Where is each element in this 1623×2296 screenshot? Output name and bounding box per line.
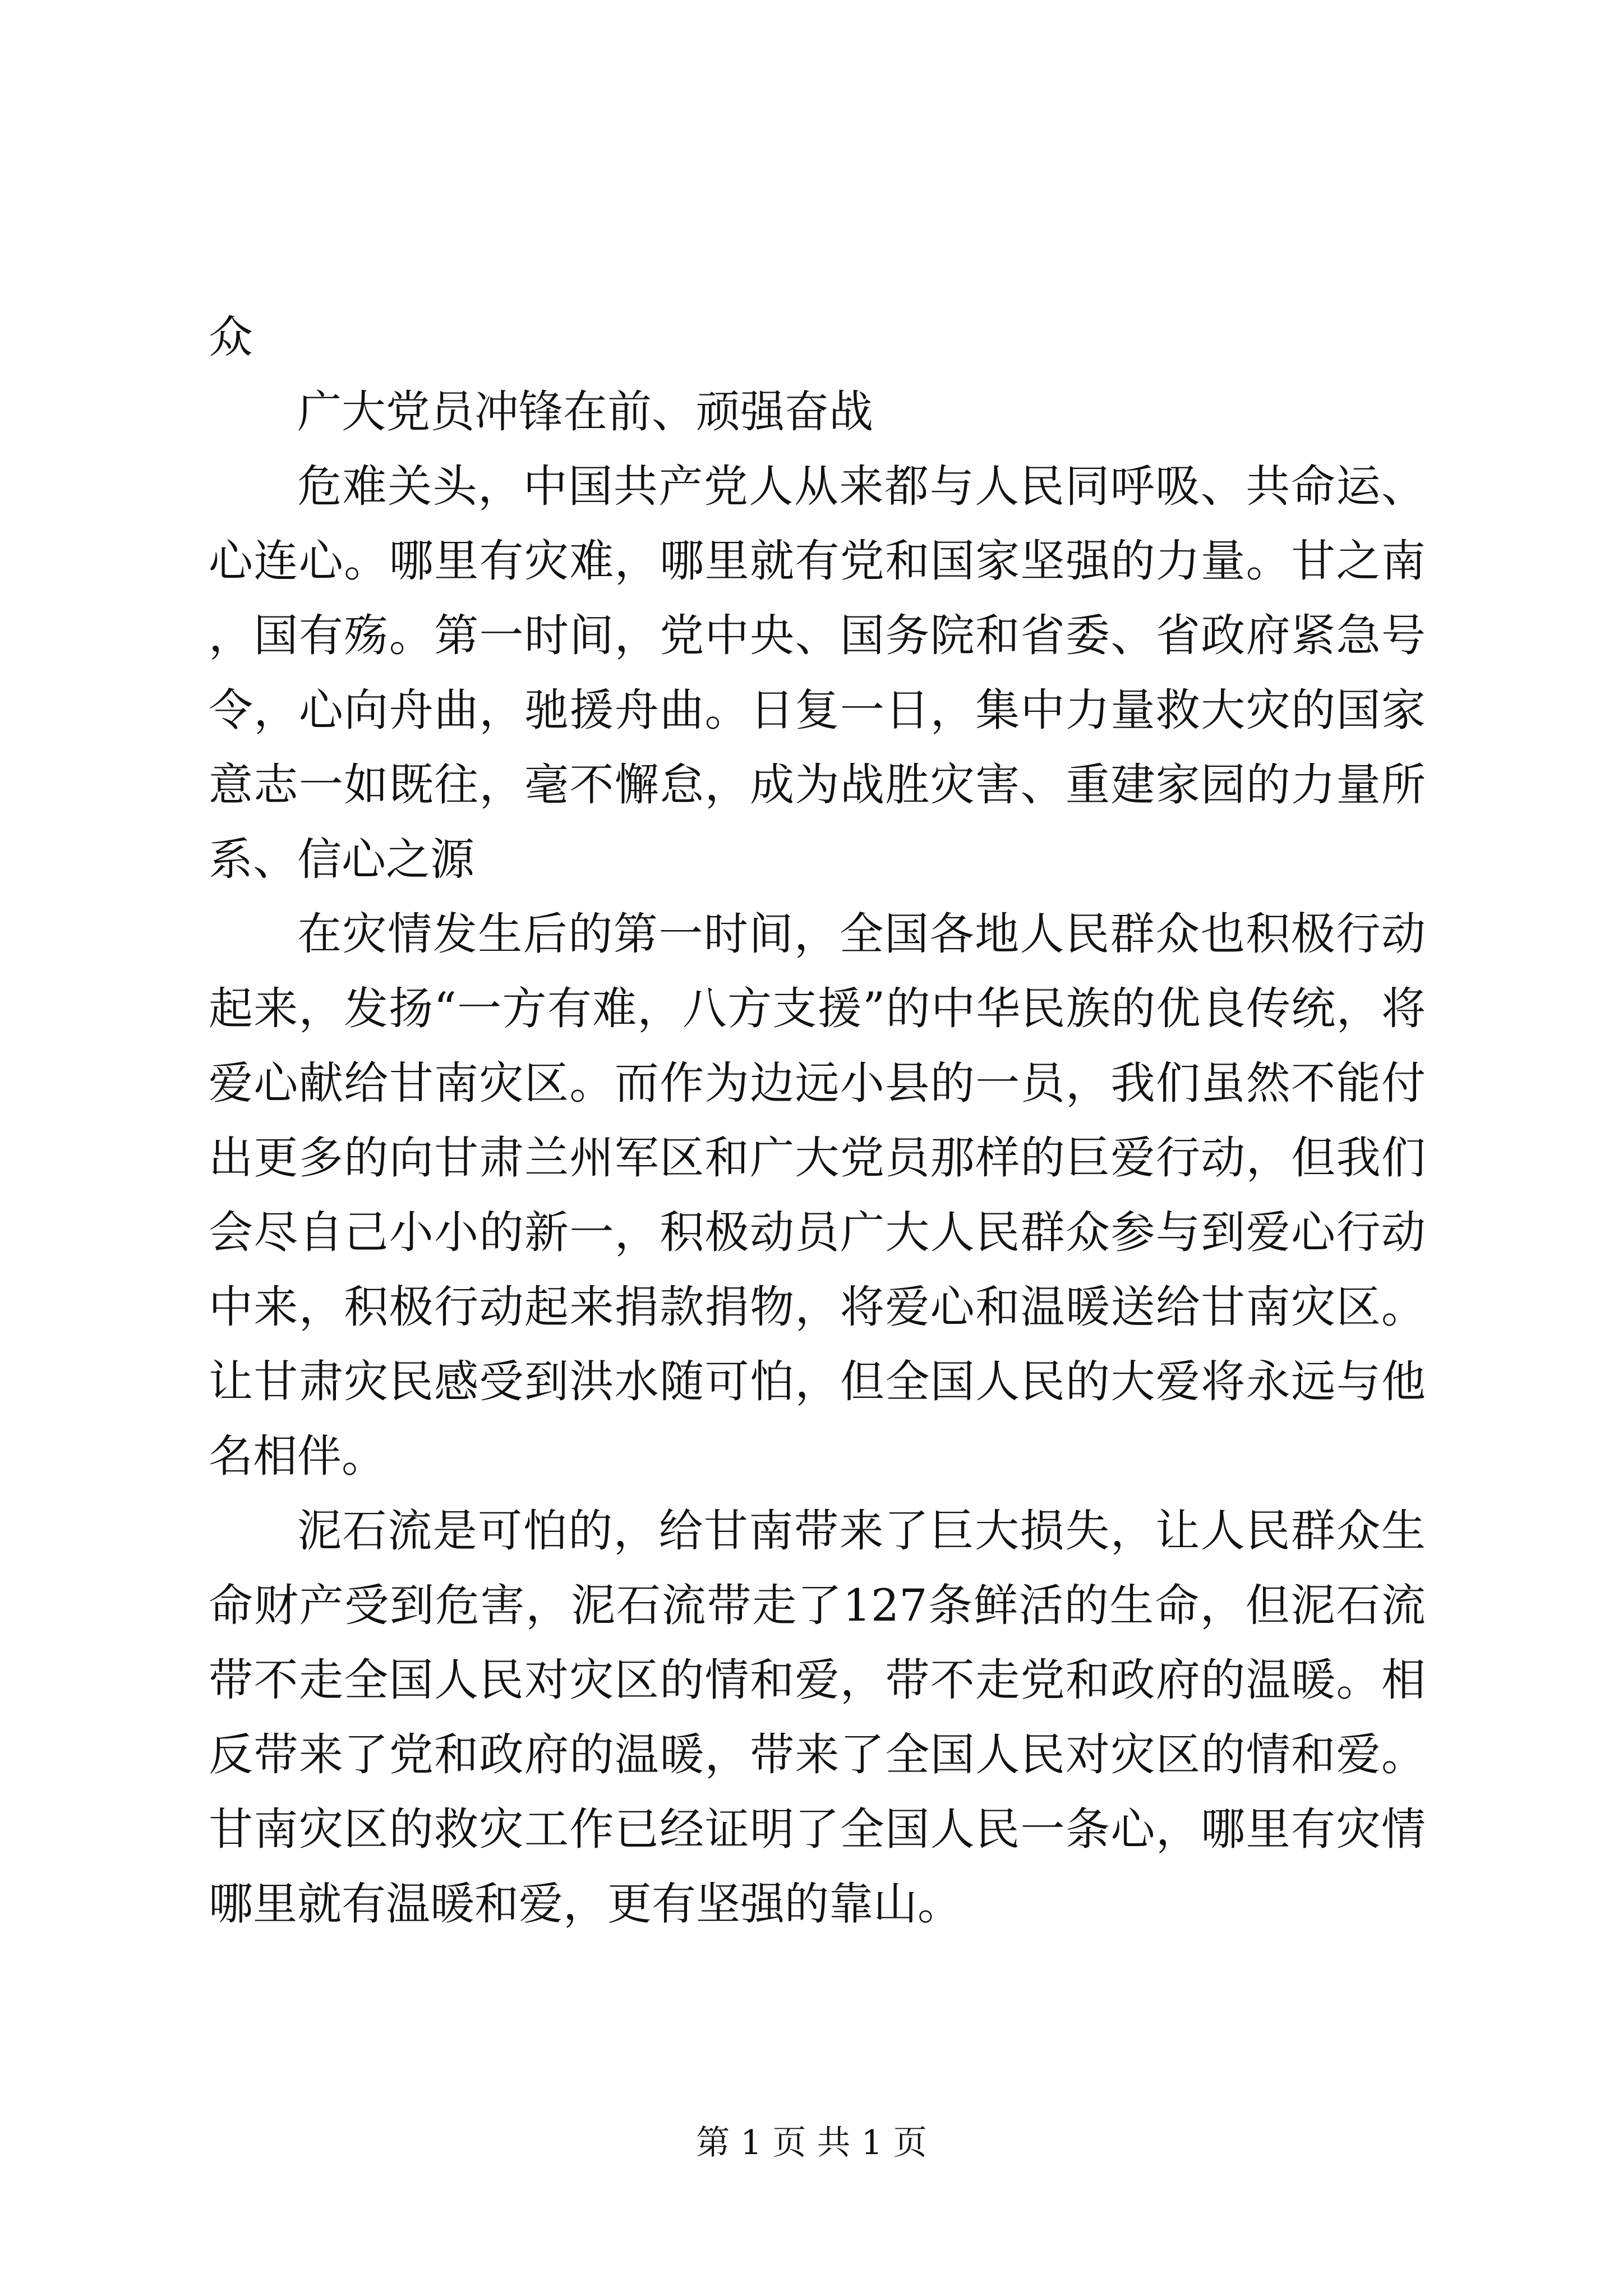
- paragraph: 泥石流是可怕的，给甘南带来了巨大损失，让人民群众生命财产受到危害，泥石流带走了127条鲜活的生命，但泥石流带不走全国人民对灾区的情和爱，带不走党和政府的温暖。相反带来了党和政府的温暖，带来了全国人民对灾区的情和爱。甘南灾区的救灾工作已经证明了全国人民一条心，哪里有灾情哪里就有温暖和爱，更有坚强的靠山。: [209, 1505, 1426, 1930]
- paragraph: 危难关头，中国共产党人从来都与人民同呼吸、共命运、心连心。哪里有灾难，哪里就有党和国家坚强的力量。甘之南，国有殇。第一时间，党中央、国务院和省委、省政府紧急号令，心向舟曲，驰援舟曲。日复一日，集中力量救大灾的国家意志一如既往，毫不懈怠，成为战胜灾害、重建家园的力量所系、信心之源: [209, 461, 1426, 885]
- section-heading: 广大党员冲锋在前、顽强奋战: [297, 386, 873, 438]
- paragraph: 在灾情发生后的第一时间，全国各地人民群众也积极行动起来，发扬“一方有难，八方支援”的中华民族的优良传统，将爱心献给甘南灾区。而作为边远小县的一员，我们虽然不能付出更多的向甘肃兰州军区和广大党员那样的巨爱行动，但我们会尽自己小小的新一，积极动员广大人民群众参与到爱心行动中来，积极行动起来捐款捐物，将爱心和温暖送给甘南灾区。让甘肃灾民感受到洪水随可怕，但全国人民的大爱将永远与他名相伴。: [209, 908, 1426, 1482]
- document-body: [209, 300, 1426, 1941]
- paragraph-fragment: 众: [209, 311, 253, 363]
- page-footer: 第 1 页 共 1 页: [696, 2123, 927, 2162]
